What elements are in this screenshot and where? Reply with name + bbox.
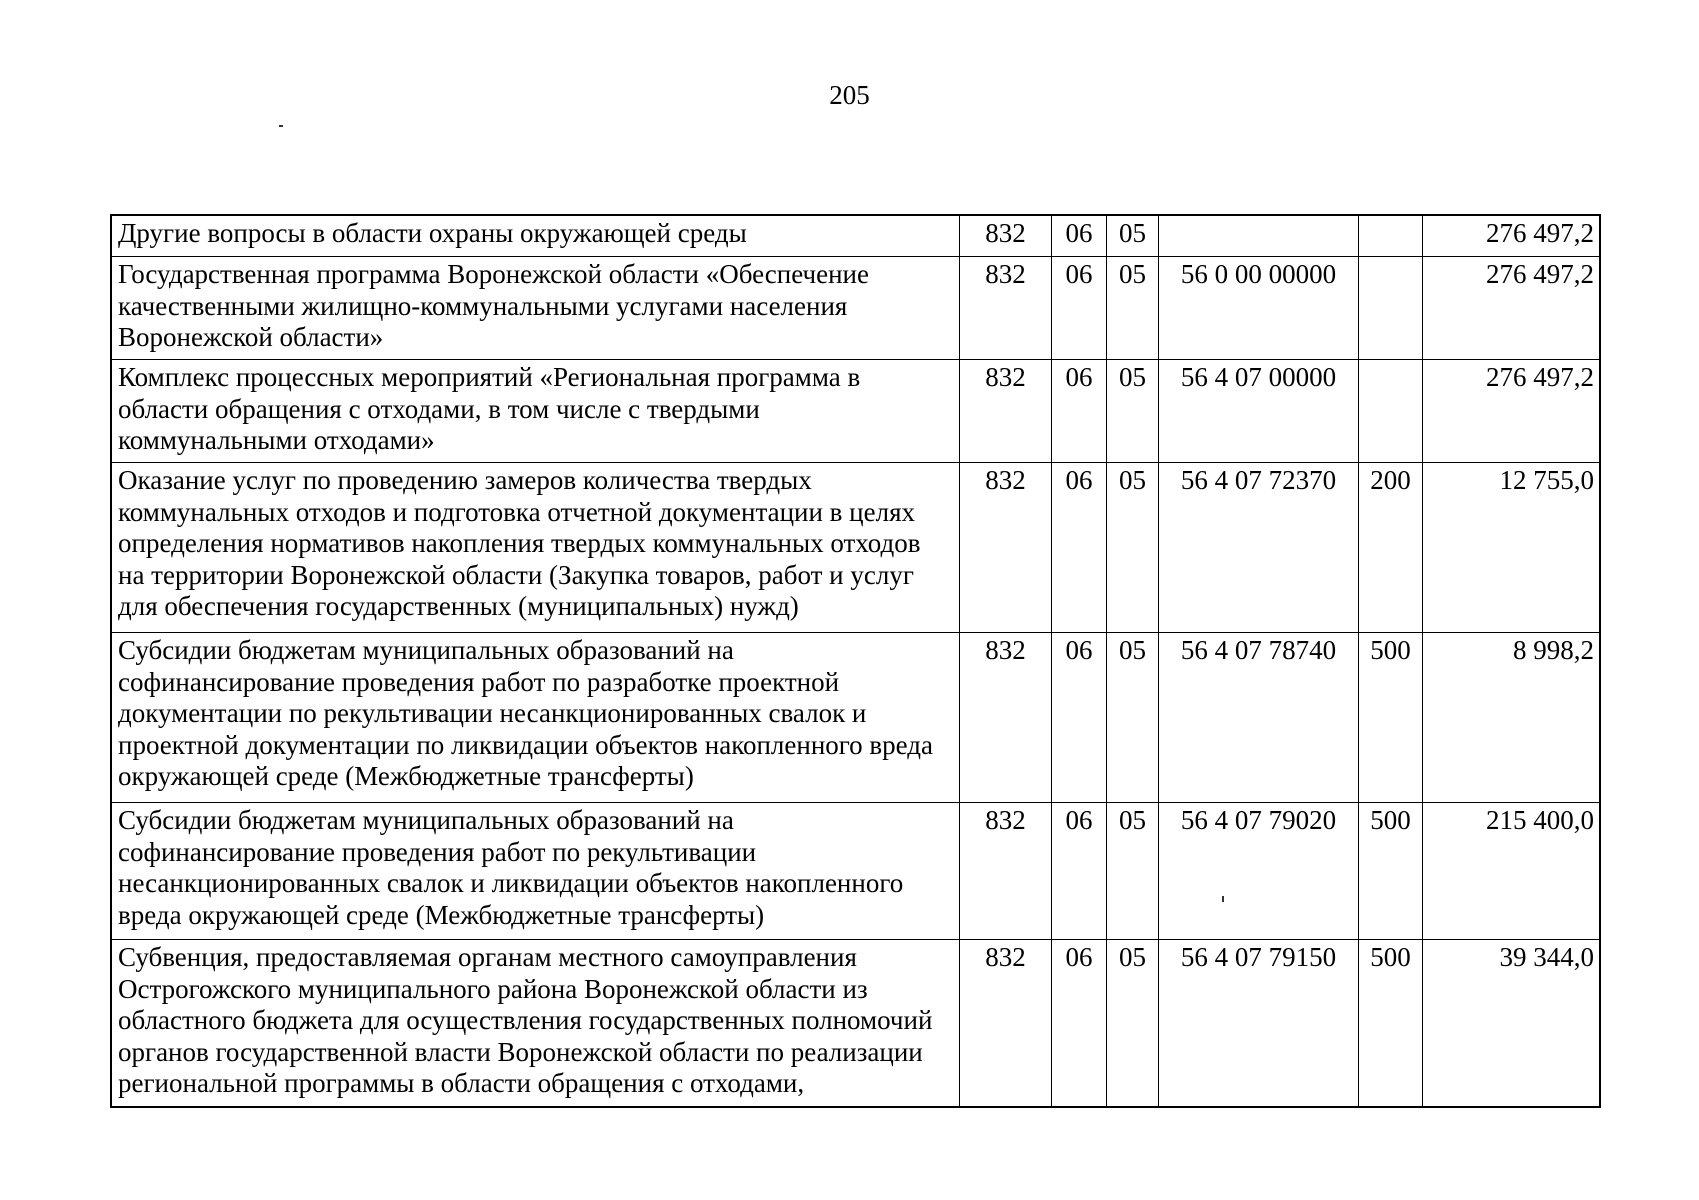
subsection-code: 05 [1106, 633, 1158, 803]
section-code: 06 [1051, 257, 1106, 360]
row-description: Субсидии бюджетам муниципальных образований на софинансирование проведения работ по рекультивации несанкционированных свалок и ликвидации объектов накопленного вреда окружающей среде (Межбюджетные трансферты) [111, 803, 959, 940]
amount: 215 400,0 [1422, 803, 1600, 940]
scan-artifact-mark [279, 125, 283, 127]
amount: 276 497,2 [1422, 215, 1600, 257]
table-row [111, 803, 1600, 940]
amount: 8 998,2 [1422, 633, 1600, 803]
expense-type-code: 200 [1358, 463, 1422, 633]
target-article-code [1158, 215, 1358, 257]
expense-type-code [1358, 215, 1422, 257]
expense-type-code [1358, 257, 1422, 360]
section-code: 06 [1051, 803, 1106, 940]
section-code: 06 [1051, 360, 1106, 463]
department-code: 832 [959, 257, 1051, 360]
section-code: 06 [1051, 215, 1106, 257]
section-code: 06 [1051, 463, 1106, 633]
table-row [111, 360, 1600, 463]
subsection-code: 05 [1106, 257, 1158, 360]
row-description: Другие вопросы в области охраны окружающей среды [111, 215, 959, 257]
row-description: Государственная программа Воронежской области «Обеспечение качественными жилищно-коммунальными услугами населения Воронежской области» [111, 257, 959, 360]
section-code: 06 [1051, 633, 1106, 803]
section-code: 06 [1051, 940, 1106, 1108]
table-row [111, 257, 1600, 360]
target-article-code: 56 4 07 79150 [1158, 940, 1358, 1108]
amount: 276 497,2 [1422, 360, 1600, 463]
row-description: Комплекс процессных мероприятий «Региональная программа в области обращения с отходами, в том числе с твердыми коммунальными отходами» [111, 360, 959, 463]
subsection-code: 05 [1106, 360, 1158, 463]
target-article-code: 56 0 00 00000 [1158, 257, 1358, 360]
row-description: Оказание услуг по проведению замеров количества твердых коммунальных отходов и подготовка отчетной документации в целях определения нормативов накопления твердых коммунальных отходов на территории Воронежской области (Закупка товаров, работ и услуг для обеспечения государственных (муниципальных) нужд) [111, 463, 959, 633]
subsection-code: 05 [1106, 940, 1158, 1108]
subsection-code: 05 [1106, 215, 1158, 257]
department-code: 832 [959, 215, 1051, 257]
expense-type-code: 500 [1358, 633, 1422, 803]
page-number: 205 [829, 80, 870, 110]
department-code: 832 [959, 803, 1051, 940]
target-article-code: 56 4 07 72370 [1158, 463, 1358, 633]
department-code: 832 [959, 940, 1051, 1108]
row-description: Субвенция, предоставляемая органам местного самоуправления Острогожского муниципального района Воронежской области из областного бюджета для осуществления государственных полномочий органов государственной власти Воронежской области по реализации региональной программы в области обращения с отходами, [111, 940, 959, 1108]
row-description: Субсидии бюджетам муниципальных образований на софинансирование проведения работ по разработке проектной документации по рекультивации несанкционированных свалок и проектной документации по ликвидации объектов накопленного вреда окружающей среде (Межбюджетные трансферты) [111, 633, 959, 803]
target-article-code: 56 4 07 78740 [1158, 633, 1358, 803]
amount: 12 755,0 [1422, 463, 1600, 633]
department-code: 832 [959, 633, 1051, 803]
budget-table [110, 214, 1601, 1108]
department-code: 832 [959, 463, 1051, 633]
table-row [111, 940, 1600, 1108]
department-code: 832 [959, 360, 1051, 463]
amount: 39 344,0 [1422, 940, 1600, 1108]
subsection-code: 05 [1106, 803, 1158, 940]
table-row [111, 633, 1600, 803]
expense-type-code: 500 [1358, 803, 1422, 940]
subsection-code: 05 [1106, 463, 1158, 633]
target-article-code: 56 4 07 00000 [1158, 360, 1358, 463]
target-article-code: 56 4 07 79020 [1158, 803, 1358, 940]
table-row [111, 215, 1600, 257]
table-row [111, 463, 1600, 633]
amount: 276 497,2 [1422, 257, 1600, 360]
expense-type-code: 500 [1358, 940, 1422, 1108]
expense-type-code [1358, 360, 1422, 463]
